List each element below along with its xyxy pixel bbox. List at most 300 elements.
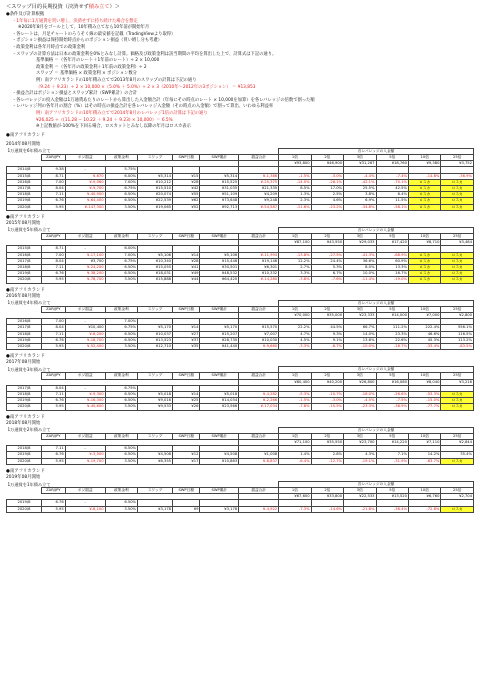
table-cell: ¥14 (173, 252, 200, 258)
table-cell: 2019/8 (7, 398, 42, 404)
table-cell: -15.5% (311, 404, 343, 410)
table-cell: ¥52 (173, 204, 200, 210)
note-line: ・損益合計はポジション損益とスワップ累計（SWP累計）の合計 (12, 91, 138, 97)
column-header: 2倍 (311, 373, 343, 379)
deposit-amount: ¥8,040 (408, 379, 440, 385)
currency-title: ●南アフリカランド (6, 132, 45, 138)
table-cell: 60.9% (376, 258, 408, 264)
table-cell: 24.4% (311, 258, 343, 264)
table-cell: ¥15,055 (138, 264, 173, 270)
note-line: ・スワップの計算方法は日本の政策金利を0%とみなし計算。価格及び政策金利は該当期間の平均を算出した上で、計算式は下記の通り。 (12, 51, 277, 57)
column-header: 10倍 (408, 154, 440, 160)
column-header: SWP日額 (173, 154, 200, 160)
table-cell: 6.50% (105, 271, 137, 277)
table-cell: ¥64,420 (200, 277, 239, 283)
table-cell: -36.4% (376, 506, 408, 512)
table-cell: ¥41 (173, 264, 200, 270)
column-header: 10倍 (408, 306, 440, 312)
column-header: 損益合計 (239, 306, 279, 312)
table-cell: ロスカ (441, 404, 474, 410)
leverage-title: 各レバレッジの入金額 (279, 427, 474, 433)
table-cell: ¥18,031 (138, 271, 173, 277)
table-cell: -42.1% (344, 179, 376, 185)
table-cell: - (65, 167, 105, 173)
table-cell: ¥10,212 (138, 179, 173, 185)
table-cell: 6.4% (376, 192, 408, 198)
column-header: 25倍 (441, 373, 474, 379)
section-start: 2019年08月開始 (6, 474, 41, 480)
table-cell: -12.7% (311, 458, 343, 464)
data-table (6, 366, 474, 410)
table-cell: ¥14,034 (200, 398, 239, 404)
table-cell: 5.95 (41, 506, 65, 512)
column-header: SWP日額 (173, 306, 200, 312)
leverage-title: 各レバレッジの入金額 (279, 481, 474, 487)
table-cell: ¥21,335 (239, 185, 279, 191)
table-cell: ¥14 (173, 391, 200, 397)
sections (6, 142, 480, 513)
column-header: 1倍 (279, 306, 311, 312)
table-cell: ¥-78,700 (65, 277, 105, 283)
note-line: ※上記数値が-100%を下回る場合、ロスカットとみなし以降の年月はロスカ表示 (36, 124, 191, 130)
table-cell: 5.95 (41, 343, 65, 349)
column-header: SWP累計 (200, 488, 239, 494)
table-cell: 2.7% (279, 264, 311, 270)
deposit-amount: ¥71,100 (279, 440, 311, 446)
table-cell: - (65, 319, 105, 325)
column-header: 25倍 (441, 488, 474, 494)
table-cell: -1.5% (279, 173, 311, 179)
table-cell: ¥15,570 (239, 325, 279, 331)
column-header: 2倍 (311, 306, 343, 312)
table-cell: ¥25 (173, 398, 200, 404)
table-cell: ¥1,008 (239, 452, 279, 458)
table-cell: 6.7% (311, 271, 343, 277)
table-cell: ¥5,018 (200, 391, 239, 397)
table-cell: ロスカ (441, 264, 474, 270)
table-cell: ¥-8,200 (65, 331, 105, 337)
table-cell: 8.71 (41, 173, 65, 179)
table-cell: 113.2% (441, 337, 474, 343)
column-header: ポジ損益 (65, 306, 105, 312)
table-cell: -34.8% (344, 204, 376, 210)
table-cell: 45.3% (408, 337, 440, 343)
table-cell: 222.4% (408, 325, 440, 331)
section-start: 2016年08月開始 (6, 293, 41, 299)
table-cell: ¥92,713 (200, 204, 239, 210)
table-cell: 9.38 (41, 167, 65, 173)
table-cell: -19.0% (376, 277, 408, 283)
table-cell: -16.7% (376, 343, 408, 349)
table-cell: -33.4% (408, 343, 440, 349)
table-cell: -6.7% (311, 343, 343, 349)
table-cell: 6.75% (105, 185, 137, 191)
column-header: ZAR/JPY (41, 154, 65, 160)
column-header: 損益合計 (239, 488, 279, 494)
deposit-amount: ¥67,600 (279, 494, 311, 500)
table-cell: -4.5% (344, 398, 376, 404)
table-cell: 42.5% (376, 185, 408, 191)
table-cell: ¥19,065 (138, 204, 173, 210)
table-cell: 44.5% (311, 325, 343, 331)
table-cell: -72.8% (408, 506, 440, 512)
table-cell: 2018/8 (7, 192, 42, 198)
table-cell: ¥15,446 (200, 258, 239, 264)
table-cell: -1.5% (279, 398, 311, 404)
table-cell: ¥10,400 (65, 325, 105, 331)
table-cell: ¥10,863 (200, 458, 239, 464)
note-line: ・レバレッジ列の各年月の割合（%）はその時点の損益合計を各レバレッジ入金額（その時点の入金額）で割って算出、いわゆる利益率 (12, 104, 274, 110)
table-cell: ロスカ (408, 192, 440, 198)
table-cell: ロスカ (441, 271, 474, 277)
table-cell: 36.6% (344, 258, 376, 264)
deposit-amount: ¥16,080 (376, 379, 408, 385)
column-header: 3倍 (344, 488, 376, 494)
table-cell: 7.11 (41, 331, 65, 337)
table-cell: 5.95 (41, 204, 65, 210)
notes (6, 12, 480, 131)
table-cell: ¥-40,900 (65, 192, 105, 198)
table-cell: ¥-2,266 (239, 398, 279, 404)
deposit-amount: ¥17,420 (376, 240, 408, 246)
column-header: 政策金利 (105, 154, 137, 160)
page-header: ＜スワップ目的長期投資（決済せず積み立て）＞ (6, 4, 120, 10)
column-header: SWP日額 (173, 433, 200, 439)
table-cell: 2020/8 (7, 204, 42, 210)
table-cell: 22.2% (279, 325, 311, 331)
table-cell: ロスカ (408, 179, 440, 185)
table-cell: ロスカ (408, 185, 440, 191)
table-cell: ¥-1,386 (239, 173, 279, 179)
table-cell: 7.00 (41, 252, 65, 258)
table-cell: 7.00 (41, 179, 65, 185)
table-cell: 6.75% (105, 258, 137, 264)
leverage-title: 各レバレッジの入金額 (279, 148, 474, 154)
deposit-amount: ¥35,550 (311, 440, 343, 446)
note-line: 例）南アフリカランドの10年積み立てで2013年8月のスワップの計算は下記の通り (36, 77, 197, 83)
table-cell: 2016/8 (7, 252, 42, 258)
table-cell: 6.50% (105, 500, 137, 506)
deposit-amount: ¥35,000 (311, 312, 343, 318)
note-line: （9.24 ＋ 9.23）÷ 2 × 10,000 ×（5.0% ＋ 5.0%）÷ 2 × 3（2010年～2012年の3ポジション） ＝ ¥13,853 (36, 84, 256, 90)
column-header: 2倍 (311, 154, 343, 160)
table-cell: 6.76 (41, 337, 65, 343)
table-cell: ¥-25,375 (239, 179, 279, 185)
column-header: 損益合計 (239, 433, 279, 439)
table-cell: ロスカ (441, 204, 474, 210)
units-label: 1万通貨を2年積み立て (7, 427, 51, 433)
table-cell: 111.2% (376, 325, 408, 331)
table-cell: ¥10,037 (138, 331, 173, 337)
table-cell: ¥20,074 (138, 192, 173, 198)
table-cell: ¥15,525 (200, 179, 239, 185)
table-cell: ロスカ (441, 185, 474, 191)
table-cell: 3.8% (344, 192, 376, 198)
note-line: ※2020年8月をゴールとして、10年積み立てなら10年前が開始年月 (18, 25, 150, 31)
table-cell: 6.76 (41, 398, 65, 404)
table-cell: 6.76 (41, 198, 65, 204)
table-cell: ¥15,207 (200, 331, 239, 337)
table-cell: ¥-8,837 (239, 458, 279, 464)
table-cell: ¥10,340 (138, 258, 173, 264)
table-cell: 2020/8 (7, 343, 42, 349)
table-cell: -28.1% (311, 179, 343, 185)
data-table (6, 481, 474, 513)
table-cell: 22.6% (376, 337, 408, 343)
deposit-amount: ¥13,520 (376, 494, 408, 500)
table-cell: 14.0% (344, 331, 376, 337)
table-cell: ¥9 (173, 506, 200, 512)
table-cell: 2020/8 (7, 506, 42, 512)
table-cell: ¥6,301 (239, 264, 279, 270)
deposit-amount: ¥80,400 (279, 379, 311, 385)
table-cell: 3.50% (105, 277, 137, 283)
column-header: SWP累計 (200, 233, 239, 239)
table-cell: ¥-54,587 (239, 204, 279, 210)
table-cell: -19.1% (344, 458, 376, 464)
column-header: 5倍 (376, 488, 408, 494)
table-cell: ¥-147,300 (65, 204, 105, 210)
table-cell: -16.0% (344, 391, 376, 397)
data-table (6, 227, 474, 284)
note-line: ・各レートは、月足チャートのろうそく線の最安値を記載（TradingViewより取得） (12, 31, 176, 37)
note-line: スワップ ＝ 基準価格 × 政策金利 × ポジション数分 (36, 71, 137, 77)
table-cell: ロスカ (408, 271, 440, 277)
table-cell: ¥-18,700 (65, 337, 105, 343)
table-cell: ¥13,523 (138, 337, 173, 343)
table-cell: -13.8% (279, 252, 311, 258)
table-cell: ¥-670 (65, 173, 105, 179)
table-cell: 2017/8 (7, 258, 42, 264)
column-header: ポジ損益 (65, 154, 105, 160)
table-cell: 2019/8 (7, 500, 42, 506)
table-cell: -3.0% (311, 173, 343, 179)
table-cell: ¥-17,100 (65, 252, 105, 258)
table-cell: 4.7% (279, 331, 311, 337)
table-cell: ロスカ (441, 398, 474, 404)
deposit-amount: ¥93,800 (279, 161, 311, 167)
table-cell: 2019/8 (7, 271, 42, 277)
table-cell: -77.7% (408, 404, 440, 410)
column-header: 政策金利 (105, 433, 137, 439)
table-cell: 16.7% (376, 271, 408, 277)
table-cell: 4.5% (279, 337, 311, 343)
section-2 (6, 215, 480, 284)
table-cell: 6.50% (105, 331, 137, 337)
table-cell: ロスカ (408, 264, 440, 270)
table-cell: ロスカ (441, 252, 474, 258)
table-cell: 556.1% (441, 325, 474, 331)
table-cell: 2020/8 (7, 277, 42, 283)
table-cell: 8.71 (41, 246, 65, 252)
table-cell: -41.3% (344, 252, 376, 258)
table-cell: 2018/8 (7, 446, 42, 452)
table-cell: -23.3% (344, 404, 376, 410)
table-cell: 6.50% (105, 264, 137, 270)
deposit-amount: ¥7,110 (408, 440, 440, 446)
column-header: スワップ (138, 154, 173, 160)
table-cell: 2018/8 (7, 331, 42, 337)
column-header: 10倍 (408, 233, 440, 239)
header-highlight: 積み立て (88, 4, 110, 10)
table-cell: ¥-9,300 (65, 391, 105, 397)
note-line: ・各レバレッジの投入金額は1万通貨あたりのレートから算出した入金額合計（年毎にその時点のレート × 10,000を加算）を各レバレッジの倍数で割った額 (12, 97, 315, 103)
table-row (7, 506, 474, 512)
table-cell: -11.6% (279, 204, 311, 210)
section-4 (6, 354, 480, 410)
table-cell: -5.3% (279, 391, 311, 397)
table-cell: 8.5% (279, 185, 311, 191)
column-header: 5倍 (376, 433, 408, 439)
table-cell: ¥-64,400 (65, 198, 105, 204)
table-cell: ¥31,035 (200, 185, 239, 191)
table-cell: 3.50% (105, 343, 137, 349)
table-cell: 1.4% (279, 452, 311, 458)
deposit-amount: ¥2,844 (441, 440, 474, 446)
table-cell: 6.50% (105, 192, 137, 198)
deposit-amount: ¥3,752 (441, 161, 474, 167)
deposit-amount: ¥3,484 (441, 240, 474, 246)
table-cell: -31.9% (376, 458, 408, 464)
column-header: 3倍 (344, 154, 376, 160)
table-cell: ¥-9,660 (239, 343, 279, 349)
column-header: 10倍 (408, 488, 440, 494)
table-cell: - (65, 446, 105, 452)
data-table (6, 300, 474, 351)
table-cell: 6.50% (105, 446, 137, 452)
table-cell: -14.0% (279, 179, 311, 185)
table-cell: -10.0% (344, 343, 376, 349)
table-cell: 11.5% (376, 198, 408, 204)
table-cell: 2019/8 (7, 198, 42, 204)
table-cell: 3.3% (279, 271, 311, 277)
table-cell: ¥42 (173, 185, 200, 191)
table-cell: 46.6% (408, 331, 440, 337)
table-cell: - (65, 500, 105, 506)
table-cell: -3.8% (279, 277, 311, 283)
table-cell: ロスカ (441, 458, 474, 464)
table-cell: 7.1% (376, 452, 408, 458)
deposit-amount: ¥70,000 (279, 312, 311, 318)
table-cell: ¥51,109 (200, 192, 239, 198)
table-cell: ¥9,248 (239, 198, 279, 204)
table-cell: ¥4,508 (138, 452, 173, 458)
table-cell: ¥3,700 (65, 258, 105, 264)
table-cell: 25.5% (344, 185, 376, 191)
table-cell: 2016/8 (7, 319, 42, 325)
table-cell: 7.00% (105, 252, 137, 258)
table-cell: -26.6% (376, 391, 408, 397)
table-cell: 6.00% (105, 173, 137, 179)
currency-title: ●南アフリカランド (6, 468, 45, 474)
deposit-amount: ¥7,000 (408, 312, 440, 318)
table-cell: ¥15 (173, 173, 200, 179)
table-cell: 6.50% (105, 198, 137, 204)
currency-title: ●南アフリカランド (6, 414, 45, 420)
column-header: 25倍 (441, 154, 474, 160)
column-header: 2倍 (311, 233, 343, 239)
table-cell: 116.5% (441, 331, 474, 337)
column-header: ポジ損益 (65, 233, 105, 239)
table-cell: ¥5,170 (200, 325, 239, 331)
table-cell: ロスカ (441, 198, 474, 204)
table-cell: -3.3% (279, 343, 311, 349)
table-cell: 6.00% (105, 246, 137, 252)
table-cell: 2020/8 (7, 458, 42, 464)
table-cell: 6.50% (105, 452, 137, 458)
table-row (7, 277, 474, 283)
table-cell: -58.1% (376, 204, 408, 210)
table-cell: 1.3% (279, 192, 311, 198)
column-header: 3倍 (344, 373, 376, 379)
column-header: 1倍 (279, 233, 311, 239)
column-header: 政策金利 (105, 233, 137, 239)
table-cell: ¥-14,280 (239, 277, 279, 283)
table-cell: 17.0% (311, 185, 343, 191)
column-header: 3倍 (344, 233, 376, 239)
table-cell: 6.76 (41, 452, 65, 458)
table-cell: 6.75% (105, 325, 137, 331)
deposit-amount: ¥14,000 (376, 312, 408, 318)
column-header: 1倍 (279, 488, 311, 494)
column-header: スワップ (138, 433, 173, 439)
table-cell: -7.5% (376, 398, 408, 404)
note-line: 政策金利 ＝（各年月の政策金利＋1年前の政策金利）÷ 2 (36, 64, 147, 70)
column-header: SWP日額 (173, 373, 200, 379)
table-cell: 2020/8 (7, 404, 42, 410)
section-3 (6, 288, 480, 351)
table-cell: ¥-52,400 (65, 343, 105, 349)
table-cell: ¥62 (173, 198, 200, 204)
deposit-amount: ¥31,267 (344, 161, 376, 167)
table-cell: ¥19,146 (239, 258, 279, 264)
table-cell: -14.8% (408, 173, 440, 179)
table-cell: 7.11 (41, 391, 65, 397)
column-header: ZAR/JPY (41, 433, 65, 439)
units-label: 1万通貨を6年積み立て (7, 148, 51, 154)
table-cell: ロスカ (441, 179, 474, 185)
column-header: 政策金利 (105, 306, 137, 312)
table-cell: 5.75% (105, 167, 137, 173)
note-line: ¥26,025 ÷（(11.28 − 10.22 ＋ 9.24 ＋ 9.23) × 10,000）＝ 6.5% (36, 117, 173, 123)
table-cell: -63.7% (408, 458, 440, 464)
note-line: ・1年毎に1万通貨を買い増し、決済せずに持ち続けた場合を想定 (12, 18, 138, 24)
deposit-amount: ¥43,550 (311, 240, 343, 246)
units-label: 1万通貨を4年積み立て (7, 300, 51, 306)
column-header: ZAR/JPY (41, 488, 65, 494)
table-cell: ¥-40,600 (65, 404, 105, 410)
table-cell: 7.11 (41, 192, 65, 198)
deposit-amount: ¥22,533 (344, 494, 376, 500)
table-cell: 13.3% (376, 264, 408, 270)
table-cell: 7.00% (105, 319, 137, 325)
table-cell: -7.3% (279, 506, 311, 512)
currency-title: ●南アフリカランド (6, 287, 45, 293)
table-cell: ¥-16,300 (65, 398, 105, 404)
leverage-title: 各レバレッジの入金額 (279, 227, 474, 233)
table-cell: ¥55 (173, 192, 200, 198)
column-header: 25倍 (441, 233, 474, 239)
table-cell: 4.3% (344, 452, 376, 458)
deposit-amount: ¥23,333 (344, 312, 376, 318)
column-header: 2倍 (311, 488, 343, 494)
leverage-title: 各レバレッジの入金額 (279, 367, 474, 373)
table-cell: ¥15,510 (138, 185, 173, 191)
table-cell: ¥27 (173, 331, 200, 337)
table-cell: ¥44 (173, 277, 200, 283)
table-cell: ¥-19,700 (65, 458, 105, 464)
table-cell: ¥5,170 (138, 325, 173, 331)
